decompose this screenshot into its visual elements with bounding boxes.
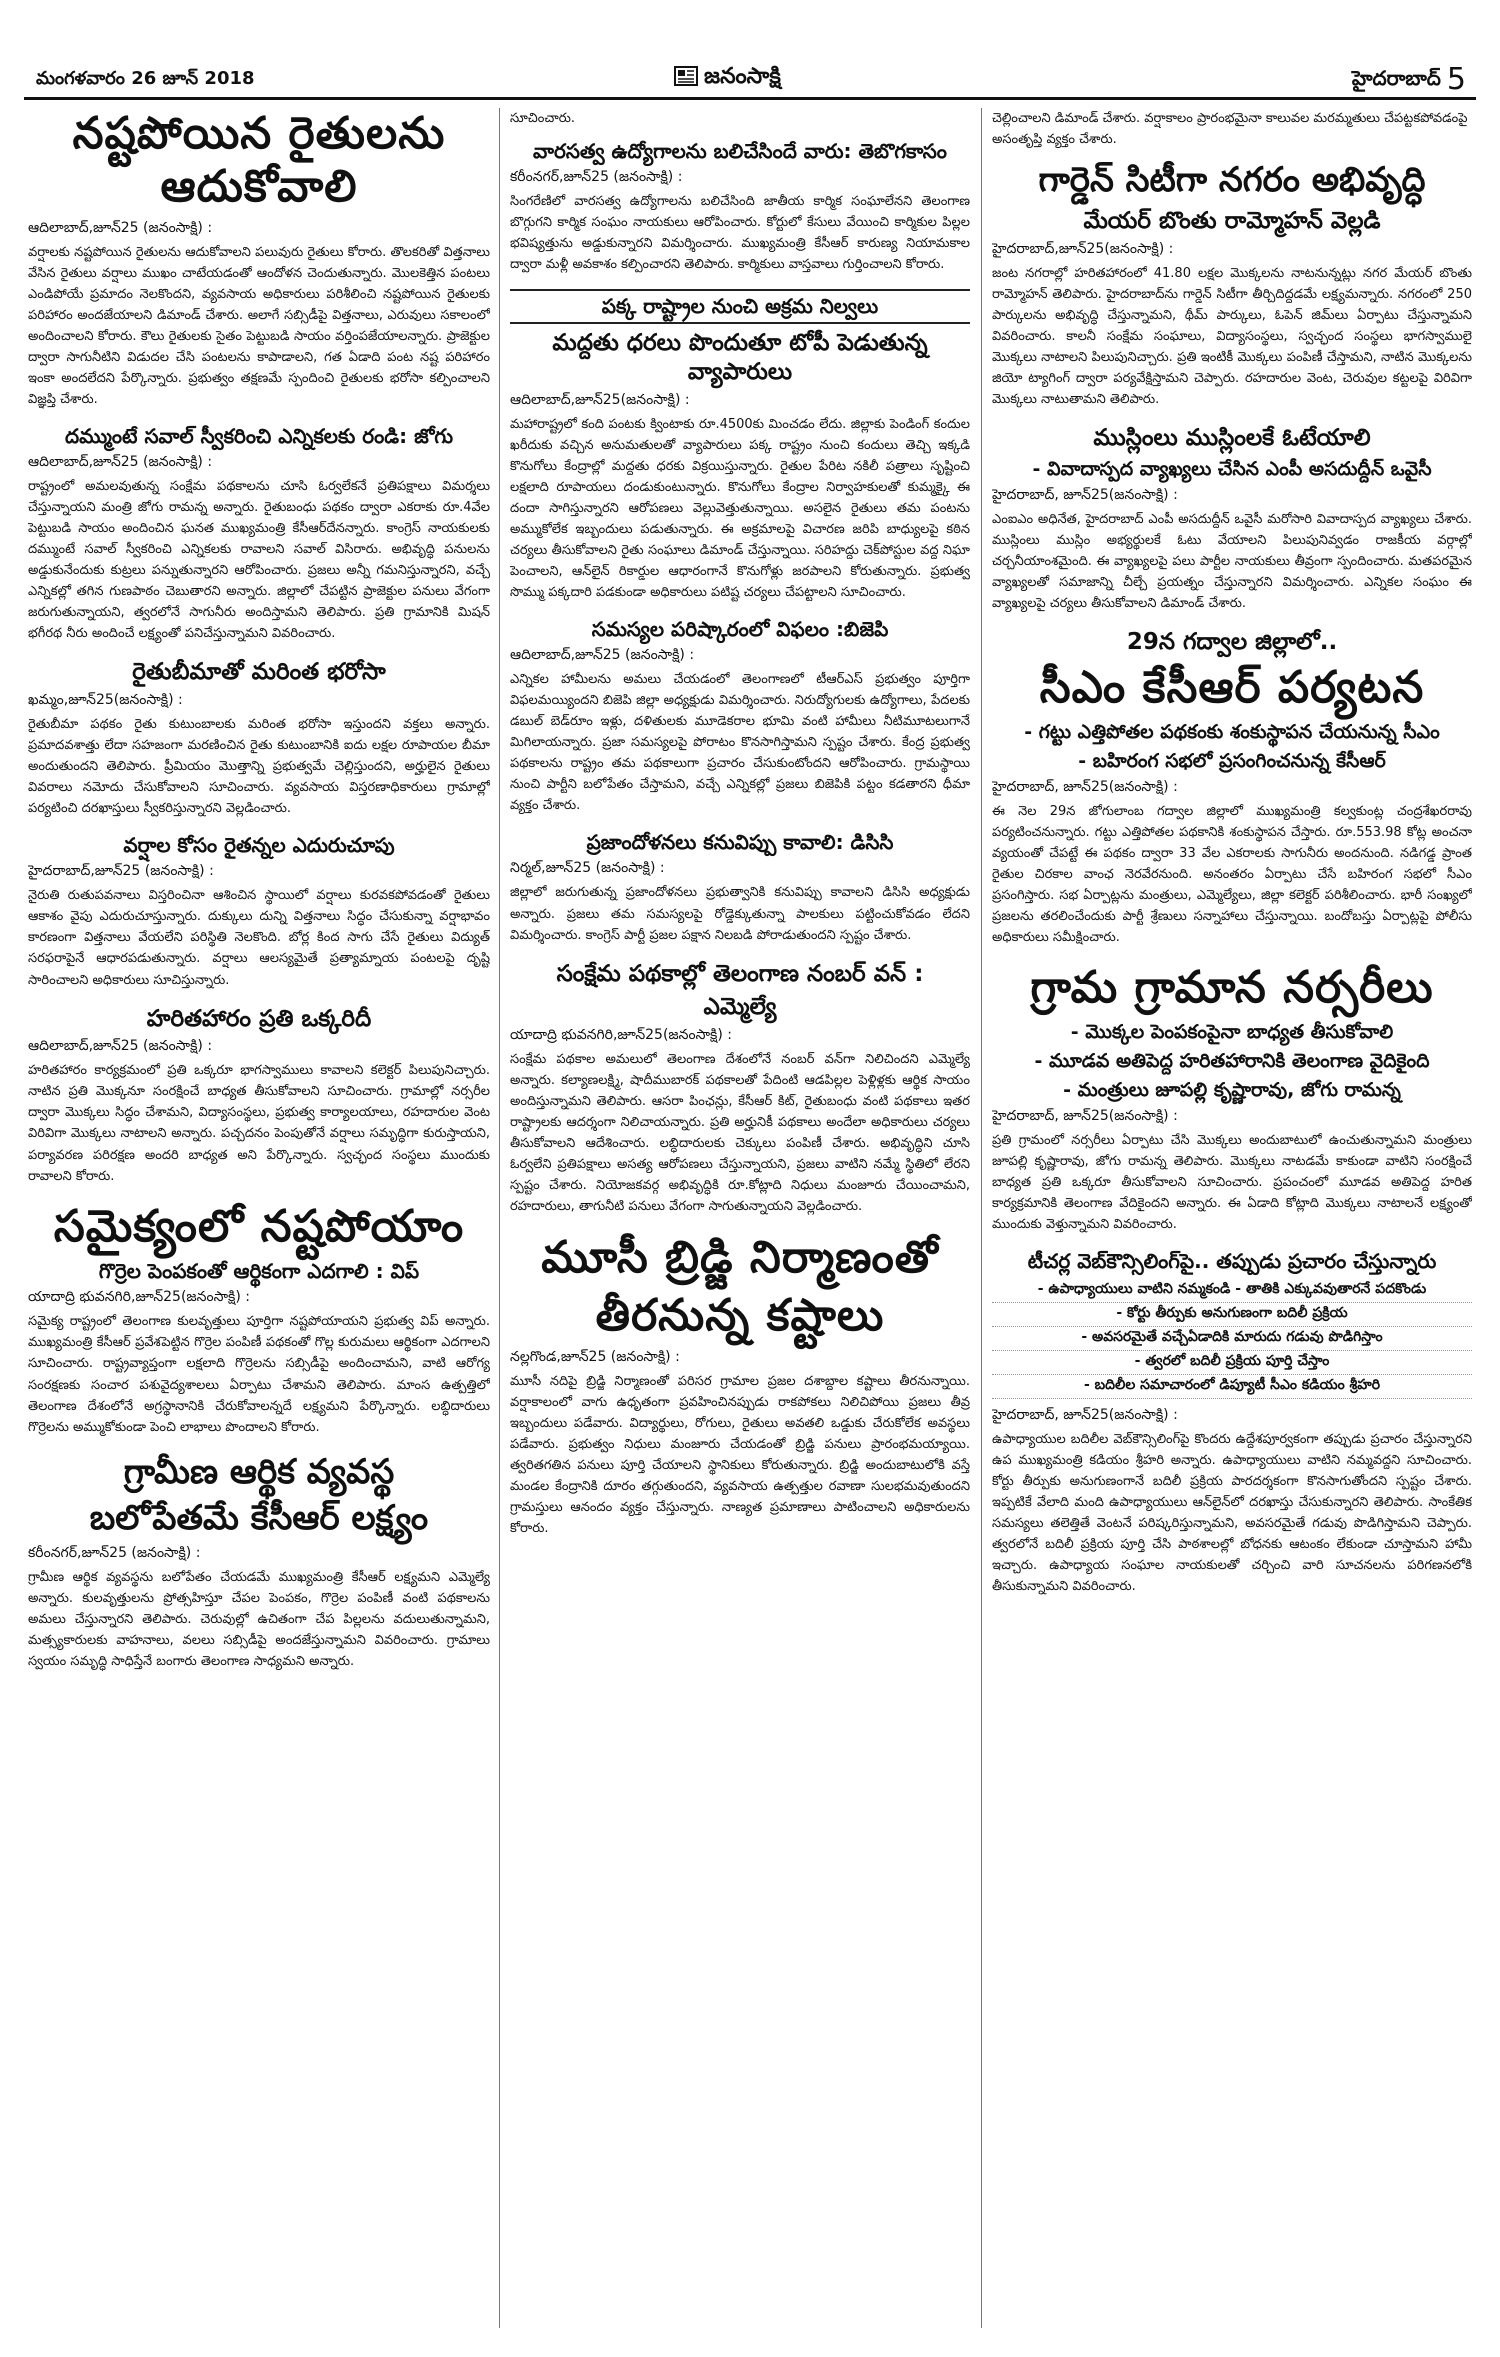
article-awaiting-rains <box>28 833 490 990</box>
article-headline: నష్టపోయిన రైతులను ఆదుకోవాలి <box>72 108 446 212</box>
article-dateline: ఆదిలాబాద్,జూన్25(జనంసాక్షి) : <box>510 391 690 408</box>
article-cm-kcr-visit <box>992 628 1472 948</box>
article-dateline: యాదాద్రి భువనగిరి,జూన్25(జనంసాక్షి) : <box>510 1027 732 1044</box>
continued-text: చెల్లించాలని డిమాండ్ చేశారు. వర్షాకాలం ప్రారంభమైనా కాలువల మరమ్మతులు చేపట్టకపోవడంపై అసంతృప్తి వ్యక్తం చేశారు. <box>992 111 1468 148</box>
article-dateline: ఆదిలాబాద్,జూన్25 (జనంసాక్షి) : <box>28 219 213 236</box>
masthead <box>24 0 1476 98</box>
issue-date: మంగళవారం 26 జూన్ 2018 <box>36 68 255 89</box>
article-headline-line1: గ్రామీణ ఆర్థిక వ్యవస్థ <box>123 1451 395 1492</box>
article-dateline: ఆదిలాబాద్,జూన్25 (జనంసాక్షి) : <box>28 453 213 470</box>
article-headline-line2: తీరనున్న కష్టాలు <box>595 1290 885 1342</box>
article-headline: మద్దతు ధరలు పొందుతూ టోపీ పెడుతున్న వ్యాపారులు <box>552 330 928 385</box>
article-headline: వారసత్వ ఉద్యోగాలను బలిచేసిందే వారు: తెబొగకాసం <box>533 139 947 164</box>
article-illegal-stocks <box>510 289 970 603</box>
column-2 <box>510 108 970 2328</box>
article-dateline: హైదరాబాద్,జూన్25(జనంసాక్షి) : <box>992 240 1174 257</box>
highlight-item: - కోర్టు తీర్పుకు అనుగుణంగా బదిలీ ప్రక్రియ <box>992 1303 1472 1327</box>
article-body: మూసీ నదిపై బ్రిడ్జి నిర్మాణంతో పరిసర గ్రామాల ప్రజల దశాబ్దాల కష్టాలు తీరనున్నాయి. వర్షాకాలంలో వాగు ఉధృతంగా ప్రవహించినప్పుడు రాకపోకలు నిలిచిపోయి ప్రజలు తీవ్ర ఇబ్బందులు పడేవారు. విద్యార్థులు, రోగులు, రైతులు అవతలి ఒడ్డుకు చేరుకోలేక అవస్థలు పడేవారు. ప్రభుత్వం నిధులు మంజూరు చేయడంతో బ్రిడ్జి పనులు ప్రారంభమయ్యాయి. త్వరితగతిన పనులు పూర్తి చేయాలని స్థానికులు కోరుతున్నారు. బ్రిడ్జి అందుబాటులోకి వస్తే మండల కేంద్రానికి దూరం తగ్గుతుందని, వ్యవసాయ ఉత్పత్తుల రవాణా సులభమవుతుందని గ్రామస్తులు ఆనందం వ్యక్తం చేస్తున్నారు. నాణ్యత ప్రమాణాలు పాటించాలని అధికారులను కోరారు. <box>510 1374 970 1537</box>
article-headline: రైతుబీమాతో మరింత భరోసా <box>132 659 386 686</box>
article-headline: సమైక్యంలో నష్టపోయాం <box>53 1200 465 1252</box>
article-body: ఎంఐఎం అధినేత, హైదరాబాద్ ఎంపీ అసదుద్దీన్ ఒవైసీ మరోసారి వివాదాస్పద వ్యాఖ్యలు చేశారు. ముస్లింలు ముస్లిం అభ్యర్థులకే ఓటు వేయాలని పిలుపునివ్వడం రాజకీయ వర్గాల్లో చర్చనీయాంశమైంది. ఈ వ్యాఖ్యలపై పలు పార్టీల నాయకులు తీవ్రంగా స్పందించారు. మతపరమైన వ్యాఖ్యలతో సమాజాన్ని చీల్చే ప్రయత్నం చేస్తున్నారని విమర్శించారు. ఎన్నికల సంఘం ఈ వ్యాఖ్యలపై చర్యలు తీసుకోవాలని డిమాండ్ చేశారు. <box>992 511 1472 611</box>
article-headline: సీఎం కేసీఆర్ పర్యటన <box>1039 661 1425 713</box>
article-musi-bridge <box>510 1232 970 1540</box>
article-headline: గ్రామ గ్రామాన నర్సరీలు <box>1030 961 1434 1013</box>
article-kicker: 29న గద్వాల జిల్లాలో.. <box>1126 628 1338 655</box>
article-subheadline: - వివాదాస్పద వ్యాఖ్యలు చేసిన ఎంపీ అసదుద్దీన్ ఒవైసీ <box>1032 457 1432 480</box>
article-village-nurseries <box>992 962 1472 1235</box>
column-divider <box>499 108 500 2328</box>
article-rythu-bima <box>28 658 490 819</box>
article-body: గ్రామీణ ఆర్థిక వ్యవస్థను బలోపేతం చేయడమే ముఖ్యమంత్రి కేసీఆర్ లక్ష్యమని ఎమ్మెల్యే అన్నారు. కులవృత్తులను ప్రోత్సహిస్తూ చేపల పెంపకం, గొర్రెల పంపిణీ వంటి పథకాలను అమలు చేస్తున్నారని తెలిపారు. చెరువుల్లో ఉచితంగా చేప పిల్లలను వదులుతున్నామని, మత్స్యకారులకు వాహనాలు, వలలు సబ్సిడీపై అందజేస్తున్నామని వివరించారు. గ్రామాలు స్వయం సమృద్ధి సాధిస్తేనే బంగారు తెలంగాణ సాధ్యమని అన్నారు. <box>28 1570 490 1670</box>
article-jogu-challenge <box>28 424 490 644</box>
column-1 <box>28 108 490 2328</box>
article-dateline: హైదరాబాద్, జూన్25(జనంసాక్షి) : <box>992 1107 1178 1124</box>
article-dcc-protests <box>510 830 970 945</box>
article-welfare-number-one <box>510 960 970 1218</box>
masthead-rule <box>24 97 1476 100</box>
page-number: 5 <box>1446 62 1466 97</box>
article-headline: హరితహారం ప్రతి ఒక్కరిదీ <box>146 1005 372 1032</box>
article-dateline: ఖమ్మం,జూన్25(జనంసాక్షి) : <box>28 692 183 709</box>
article-headline: గార్డెన్ సిటీగా నగరం అభివృద్ధి <box>1038 160 1426 201</box>
article-body: ప్రతి గ్రామంలో నర్సరీలు ఏర్పాటు చేసి మొక్కలు అందుబాటులో ఉంచుతున్నామని మంత్రులు జూపల్లి కృష్ణారావు, జోగు రామన్న తెలిపారు. మొక్కలు నాటడమే కాకుండా వాటిని సంరక్షించే బాధ్యత ప్రతి ఒక్కరూ తీసుకోవాలని సూచించారు. ప్రపంచంలో మూడవ అతిపెద్ద హరిత కార్యక్రమానికి తెలంగాణ వేదికైందని అన్నారు. ఈ ఏడాది కోట్లాది మొక్కలు నాటాలనే లక్ష్యంతో ముందుకు వెళ్తున్నామని వివరించారు. <box>992 1132 1472 1232</box>
article-dateline: హైదరాబాద్, జూన్25(జనంసాక్షి) : <box>992 1406 1178 1423</box>
article-body: సంక్షేమ పథకాల అమలులో తెలంగాణ దేశంలోనే నంబర్ వన్‌గా నిలిచిందని ఎమ్మెల్యే అన్నారు. కల్యాణలక్ష్మి, షాదీముబారక్ పథకాలతో పేదింటి ఆడపిల్లల పెళ్లిళ్లకు ఆర్థిక సాయం అందిస్తున్నామని తెలిపారు. ఆసరా పింఛన్లు, కేసీఆర్ కిట్, రైతుబంధు వంటి పథకాలు ఇతర రాష్ట్రాలకు ఆదర్శంగా నిలిచాయన్నారు. ప్రతి అర్హునికీ పథకాలు అందేలా అధికారులు చర్యలు తీసుకోవాలని ఆదేశించారు. లబ్ధిదారులకు చెక్కులు పంపిణీ చేశారు. అభివృద్ధిని చూసి ఓర్వలేని ప్రతిపక్షాలు అసత్య ఆరోపణలు చేస్తున్నాయని, ప్రజలు వాటిని నమ్మే స్థితిలో లేరని స్పష్టం చేశారు. నియోజకవర్గ అభివృద్ధికి రూ.కోట్లాది నిధులు మంజూరు చేయించామని, రహదారులు, తాగునీటి పనులు వేగంగా సాగుతున్నాయని వెల్లడించారు. <box>510 1052 970 1215</box>
article-bjp-criticism <box>510 617 970 816</box>
article-headline: టీచర్ల వెబ్‌కౌన్సిలింగ్‌పై.. తప్పుడు ప్రచారం చేస్తున్నారు <box>1027 1248 1437 1273</box>
article-garden-city <box>992 160 1472 410</box>
article-teacher-counselling <box>992 1249 1472 1597</box>
article-headline-line2: బలోపేతమే కేసీఆర్ లక్ష్యం <box>89 1498 429 1539</box>
article-body: నైరుతి రుతుపవనాలు విస్తరించినా ఆశించిన స్థాయిలో వర్షాలు కురవకపోవడంతో రైతులు ఆకాశం వైపు ఎదురుచూస్తున్నారు. దుక్కులు దున్ని విత్తనాలు సిద్ధం చేసుకున్నా వర్షాభావం కారణంగా విత్తనాలు వేయలేని పరిస్థితి నెలకొంది. బోర్ల కింద సాగు చేసే రైతులు విద్యుత్ సరఫరాపైనే ఆధారపడుతున్నారు. వర్షాలు ఆలస్యమైతే ప్రత్యామ్నాయ పంటలపై దృష్టి సారించాలని అధికారులు సూచిస్తున్నారు. <box>28 888 490 988</box>
article-body: రాష్ట్రంలో అమలవుతున్న సంక్షేమ పథకాలను చూసి ఓర్వలేకనే ప్రతిపక్షాలు విమర్శలు చేస్తున్నాయని మంత్రి జోగు రామన్న అన్నారు. రైతుబంధు పథకం ద్వారా ఎకరాకు రూ.4వేల పెట్టుబడి సాయం అందించిన ఘనత ముఖ్యమంత్రి కేసీఆర్‌దేనన్నారు. కాంగ్రెస్ నాయకులకు దమ్ముంటే సవాల్ స్వీకరించి ఎన్నికలకు రావాలని సవాల్ విసిరారు. అభివృద్ధి పనులను అడ్డుకునేందుకు కుట్రలు పన్నుతున్నారని ఆరోపించారు. ప్రజలు అన్నీ గమనిస్తున్నారని, వచ్చే ఎన్నికల్లో తగిన గుణపాఠం చెబుతారని అన్నారు. జిల్లాలో చేపట్టిన ప్రాజెక్టుల పనులు వేగంగా జరుగుతున్నాయని, త్వరలోనే సాగునీరు అందిస్తామని తెలిపారు. ప్రతి గ్రామానికి మిషన్ భగీరథ నీరు అందించే లక్ష్యంతో పనిచేస్తున్నామని వివరించారు. <box>28 478 490 642</box>
article-subheadline: గొర్రెల పెంపకంతో ఆర్థికంగా ఎదగాలి : విప్ <box>98 1259 420 1284</box>
article-headline: ముస్లింలు ముస్లింలకే ఓటేయాలి <box>1093 424 1371 451</box>
article-body: ఎన్నికల హామీలను అమలు చేయడంలో తెలంగాణలో టీఆర్ఎస్ ప్రభుత్వం పూర్తిగా విఫలమయ్యిందని బిజెపి జిల్లా అధ్యక్షుడు విమర్శించారు. నిరుద్యోగులకు ఉద్యోగాలు, పేదలకు డబుల్ బెడ్‌రూం ఇళ్లు, దళితులకు మూడెకరాల భూమి వంటి హామీలు నీటిమూటలుగానే మిగిలాయన్నారు. ప్రజా సమస్యలపై పోరాటం కొనసాగిస్తామని స్పష్టం చేశారు. కేంద్ర ప్రభుత్వ పథకాలను రాష్ట్రం తమ పథకాలుగా ప్రచారం చేసుకుంటోందని ఆరోపించారు. గ్రామస్థాయి నుంచి పార్టీని బలోపేతం చేస్తామని, వచ్చే ఎన్నికల్లో ప్రజలు బిజెపికి పట్టం కడతారని ధీమా వ్యక్తం చేశారు. <box>510 672 970 814</box>
highlight-item: - ఉపాధ్యాయులు వాటిని నమ్మకండి - తాతికి ఎక్కువవుతారనే పదకొండు <box>992 1279 1472 1303</box>
article-subheadline: ఎమ్మెల్యే <box>703 994 777 1021</box>
article-headline: వర్షాల కోసం రైతన్నల ఎదురుచూపు <box>123 833 395 858</box>
article-singareni-jobs <box>510 139 970 275</box>
article-body: రైతుబీమా పథకం రైతు కుటుంబాలకు మరింత భరోసా ఇస్తుందని వక్తలు అన్నారు. ప్రమాదవశాత్తు లేదా సహజంగా మరణించిన రైతు కుటుంబానికి ఐదు లక్షల రూపాయల బీమా అందుతుందని తెలిపారు. ప్రీమియం మొత్తాన్ని ప్రభుత్వమే చెల్లిస్తుందని, అర్హులైన రైతులు వివరాలు నమోదు చేసుకోవాలని సూచించారు. వ్యవసాయ విస్తరణాధికారులు గ్రామాల్లో పర్యటించి దరఖాస్తులు స్వీకరిస్తున్నారని వెల్లడించారు. <box>28 717 490 817</box>
article-dateline: ఆదిలాబాద్,జూన్25 (జనంసాక్షి) : <box>510 647 695 664</box>
article-subheadline: - మొక్కల పెంపకంపైనా బాధ్యత తీసుకోవాలి <box>1070 1020 1394 1043</box>
continued-text: సూచించారు. <box>510 111 576 126</box>
article-subheadline: - గట్టు ఎత్తిపోతల పథకంకు శంకుస్థాపన చేయనున్న సీఎం <box>1024 720 1440 743</box>
article-headline: దమ్ముంటే సవాల్ స్వీకరించి ఎన్నికలకు రండి: జోగు <box>65 423 453 448</box>
article-headline: ప్రజాందోళనలు కనువిప్పు కావాలి: డిసిసి <box>586 830 894 855</box>
article-subheadline: - బహిరంగ సభలో ప్రసంగించనున్న కేసీఆర్ <box>1078 749 1386 772</box>
article-dateline: హైదరాబాద్,జూన్25 (జనంసాక్షి) : <box>28 863 214 880</box>
article-dateline: హైదరాబాద్, జూన్25(జనంసాక్షి) : <box>992 486 1178 503</box>
article-body: సమైక్య రాష్ట్రంలో తెలంగాణ కులవృత్తులు పూర్తిగా నష్టపోయాయని ప్రభుత్వ విప్ అన్నారు. ముఖ్యమంత్రి కేసీఆర్ ప్రవేశపెట్టిన గొర్రెల పంపిణీ పథకంతో గొల్ల కురుమలు ఆర్థికంగా ఎదగాలని సూచించారు. రాష్ట్రవ్యాప్తంగా లక్షలాది గొర్రెలను సబ్సిడీపై అందించామని, వాటి ఆరోగ్య సంరక్షణకు సంచార పశువైద్యశాలలు ఏర్పాటు చేశామని తెలిపారు. మాంస ఉత్పత్తిలో తెలంగాణ దేశంలోనే అగ్రస్థానానికి చేరుకోవాలన్నదే లక్ష్యమని పేర్కొన్నారు. లబ్ధిదారులు గొర్రెలను అమ్ముకోకుండా పెంచి లాభాలు పొందాలని కోరారు. <box>28 1314 490 1435</box>
article-body: సింగరేణిలో వారసత్వ ఉద్యోగాలను బలిచేసింది జాతీయ కార్మిక సంఘాలేనని తెలంగాణ బొగ్గుగని కార్మిక సంఘం నాయకులు ఆరోపించారు. కోర్టులో కేసులు వేయించి కార్మికుల పిల్లల భవిష్యత్తును అడ్డుకున్నారని విమర్శించారు. ముఖ్యమంత్రి కేసీఆర్ కారుణ్య నియామకాల ద్వారా మళ్లీ అవకాశం కల్పించారని తెలిపారు. కార్మికులు వాస్తవాలు గుర్తించాలని కోరారు. <box>510 194 970 273</box>
article-dateline: నిర్మల్,జూన్25 (జనంసాక్షి) : <box>510 860 665 877</box>
article-dateline: కరీంనగర్,జూన్25 (జనంసాక్షి) : <box>28 1545 201 1562</box>
highlight-item: - అవసరమైతే వచ్చేఏడాదికి మారుదు గడువు పొడిగిస్తాం <box>992 1327 1472 1351</box>
article-farmers-compensation <box>28 108 490 410</box>
article-dateline: కరీంనగర్,జూన్25 (జనంసాక్షి) : <box>510 169 683 186</box>
highlight-item: - త్వరలో బదిలీ ప్రక్రియ పూర్తి చేస్తాం <box>992 1351 1472 1375</box>
city-name: హైదరాబాద్ <box>1351 66 1441 90</box>
article-body: హరితహారం కార్యక్రమంలో ప్రతి ఒక్కరూ భాగస్వాములు కావాలని కలెక్టర్ పిలుపునిచ్చారు. నాటిన ప్రతి మొక్కనూ సంరక్షించే బాధ్యత తీసుకోవాలని సూచించారు. గ్రామాల్లో నర్సరీల ద్వారా మొక్కలు సిద్ధం చేశామని, విద్యాసంస్థలు, ప్రభుత్వ కార్యాలయాలు, రహదారుల వెంట విరివిగా మొక్కలు నాటాలని అన్నారు. పచ్చదనం పెంపుతోనే వర్షాలు సమృద్ధిగా కురుస్తాయని, పర్యావరణ పరిరక్షణ అందరి బాధ్యత అని పేర్కొన్నారు. స్వచ్ఛంద సంస్థలు ముందుకు రావాలని కోరారు. <box>28 1063 490 1184</box>
article-dateline: ఆదిలాబాద్,జూన్25 (జనంసాక్షి) : <box>28 1038 213 1055</box>
newspaper-logo-icon <box>674 65 698 87</box>
article-dateline: హైదరాబాద్, జూన్25(జనంసాక్షి) : <box>992 778 1178 795</box>
article-body: ఉపాధ్యాయుల బదిలీల వెబ్‌కౌన్సిలింగ్‌పై కొందరు ఉద్దేశపూర్వకంగా తప్పుడు ప్రచారం చేస్తున్నారని ఉప ముఖ్యమంత్రి కడియం శ్రీహరి అన్నారు. ఉపాధ్యాయులు వాటిని నమ్మవద్దని సూచించారు. కోర్టు తీర్పుకు అనుగుణంగానే బదిలీ ప్రక్రియ పారదర్శకంగా కొనసాగుతోందని స్పష్టం చేశారు. ఇప్పటికే వేలాది మంది ఉపాధ్యాయులు ఆన్‌లైన్‌లో దరఖాస్తు చేసుకున్నారని తెలిపారు. సాంకేతిక సమస్యలు తలెత్తితే వెంటనే పరిష్కరిస్తున్నామని, అవసరమైతే గడువు పొడిగిస్తామని చెప్పారు. త్వరలోనే బదిలీ ప్రక్రియ పూర్తి చేసి పాఠశాలల్లో బోధనకు ఆటంకం లేకుండా చూస్తామని హామీ ఇచ్చారు. ఉపాధ్యాయ సంఘాల నాయకులతో చర్చించి వారి సూచనలను పరిగణనలోకి తీసుకున్నామని వివరించారు. <box>992 1431 1472 1595</box>
article-subheadline: మేయర్ బొంతు రామ్మోహన్ వెల్లడి <box>1083 207 1381 234</box>
article-headline: సమస్యల పరిష్కారంలో విఫలం :బిజెపి <box>591 617 889 642</box>
brand-name: జనంసాక్షి <box>704 64 781 89</box>
column-divider <box>981 108 982 2328</box>
article-highlights <box>992 1279 1472 1399</box>
article-headline: సంక్షేమ పథకాల్లో తెలంగాణ నంబర్ వన్ : <box>556 960 924 987</box>
article-body: జంట నగరాల్లో హరితహారంలో 41.80 లక్షల మొక్కలను నాటనున్నట్లు నగర మేయర్ బొంతు రామ్మోహన్ తెలిపారు. హైదరాబాద్‌ను గార్డెన్ సిటీగా తీర్చిదిద్దడమే లక్ష్యమన్నారు. నగరంలో 250 పార్కులను అభివృద్ధి చేస్తున్నామని, థీమ్ పార్కులు, ఓపెన్ జిమ్‌లు ఏర్పాటు చేస్తున్నామని వివరించారు. కాలనీ సంక్షేమ సంఘాలు, విద్యాసంస్థలు, స్వచ్ఛంద సంస్థలు భాగస్వాములై మొక్కలు నాటాలని పిలుపునిచ్చారు. ప్రతి ఇంటికీ మొక్కలు పంపిణీ చేస్తామని, నాటిన మొక్కలను జియో ట్యాగింగ్ ద్వారా పర్యవేక్షిస్తామని చెప్పారు. రహదారుల వెంట, చెరువుల కట్టలపై విరివిగా మొక్కలు నాటుతామని తెలిపారు. <box>992 265 1472 407</box>
article-samaikya-loss <box>28 1201 490 1438</box>
article-body: వర్షాలకు నష్టపోయిన రైతులను ఆదుకోవాలని పలువురు రైతులు కోరారు. తొలకరితో విత్తనాలు వేసిన రైతులు వర్షాలు ముఖం చాటేయడంతో ఆందోళన చెందుతున్నారు. మొలకెత్తిన పంటలు ఎండిపోయే ప్రమాదం నెలకొందని, వ్యవసాయ అధికారులు పరిశీలించి నష్టపోయిన రైతులకు పరిహారం అందజేయాలని డిమాండ్ చేశారు. అలాగే సబ్సిడీపై విత్తనాలు, ఎరువులు సకాలంలో అందించాలని కోరారు. కౌలు రైతులకు సైతం పెట్టుబడి సాయం వర్తింపజేయాలన్నారు. ప్రాజెక్టుల ద్వారా సాగునీటిని విడుదల చేసి పంటలను కాపాడాలని, గత ఏడాది పంట నష్ట పరిహారం ఇంకా అందలేదని పేర్కొన్నారు. ప్రభుత్వం తక్షణమే స్పందించి రైతులకు భరోసా కల్పించాలని విజ్ఞప్తి చేశారు. <box>28 244 490 407</box>
brand-logo <box>674 64 781 94</box>
article-dateline: యాదాద్రి భువనగిరి,జూన్25(జనంసాక్షి) : <box>28 1289 250 1306</box>
article-kicker: పక్క రాష్ట్రాల నుంచి అక్రమ నిల్వలు <box>510 289 970 324</box>
article-owaisi-remarks <box>992 424 1472 614</box>
highlight-item: - బదిలీల సమాచారంలో డిప్యూటీ సీఎం కడియం శ్రీహరి <box>992 1375 1472 1399</box>
article-rural-economy <box>28 1452 490 1673</box>
article-body: మహారాష్ట్రలో కంది పంటకు క్వింటాకు రూ.4500కు మించడం లేదు. జిల్లాకు పెండింగ్ కందుల ఖరీదుకు వచ్చిన అనుమతులతో వ్యాపారులు పక్క రాష్ట్రం నుంచి కందులు తెచ్చి ఇక్కడి కొనుగోలు కేంద్రాల్లో మద్దతు ధరకు విక్రయిస్తున్నారు. రైతుల పేరిట నకిలీ పత్రాలు సృష్టించి లక్షలాది రూపాయలు దండుకుంటున్నారు. కొనుగోలు కేంద్రాల నిర్వాహకులతో కుమ్మక్కై ఈ దందా సాగిస్తున్నారని ఆరోపణలు వెల్లువెత్తుతున్నాయి. అసలైన రైతులు తమ పంటను అమ్ముకోలేక ఇబ్బందులు పడుతున్నారు. ఈ అక్రమాలపై విచారణ జరిపి బాధ్యులపై కఠిన చర్యలు తీసుకోవాలని రైతు సంఘాలు డిమాండ్ చేస్తున్నాయి. సరిహద్దు చెక్‌పోస్టుల వద్ద నిఘా పెంచాలని, ఆన్‌లైన్ రికార్డుల ఆధారంగానే కొనుగోళ్లు జరపాలని కోరుతున్నారు. ప్రభుత్వ సొమ్ము పక్కదారి పడకుండా అధికారులు పటిష్ట చర్యలు చేపట్టాలని సూచించారు. <box>510 416 970 601</box>
article-subheadline: - మూడవ అతిపెద్ద హరితహారానికి తెలంగాణ వైదికైంది <box>1034 1049 1430 1072</box>
article-body: ఈ నెల 29న జోగులాంబ గద్వాల జిల్లాలో ముఖ్యమంత్రి కల్వకుంట్ల చంద్రశేఖరరావు పర్యటించనున్నారు. గట్టు ఎత్తిపోతల పథకానికి శంకుస్థాపన చేస్తారు. రూ.553.98 కోట్ల అంచనా వ్యయంతో చేపట్టే ఈ పథకం ద్వారా 33 వేల ఎకరాలకు సాగునీరు అందనుంది. నడిగడ్డ ప్రాంత రైతుల చిరకాల వాంఛ నెరవేరనుంది. అనంతరం ఏర్పాటు చేసే బహిరంగ సభలో సీఎం ప్రసంగిస్తారు. సభ ఏర్పాట్లను మంత్రులు, ఎమ్మెల్యేలు, జిల్లా కలెక్టర్ పరిశీలించారు. భారీ సంఖ్యలో ప్రజలను తరలించేందుకు పార్టీ శ్రేణులు సన్నాహాలు చేస్తున్నాయి. బందోబస్తు ఏర్పాట్లపై పోలీసు అధికారులు సమీక్షించారు. <box>992 803 1472 945</box>
article-dateline: నల్లగొండ,జూన్25 (జనంసాక్షి) : <box>510 1349 680 1366</box>
article-body: జిల్లాలో జరుగుతున్న ప్రజాందోళనలు ప్రభుత్వానికి కనువిప్పు కావాలని డిసిసి అధ్యక్షుడు అన్నారు. ప్రజలు తమ సమస్యలపై రోడ్డెక్కుతున్నా పాలకులు పట్టించుకోవడం లేదని విమర్శించారు. కాంగ్రెస్ పార్టీ ప్రజల పక్షాన నిలబడి పోరాడుతుందని స్పష్టం చేశారు. <box>510 885 970 943</box>
column-3 <box>992 108 1472 2328</box>
page-header-right <box>1352 62 1466 97</box>
article-subheadline: - మంత్రులు జూపల్లి కృష్ణారావు, జోగు రామన్న <box>1063 1078 1401 1101</box>
article-headline-line1: మూసీ బ్రిడ్జి నిర్మాణంతో <box>541 1231 939 1283</box>
article-haritha-haram <box>28 1005 490 1187</box>
